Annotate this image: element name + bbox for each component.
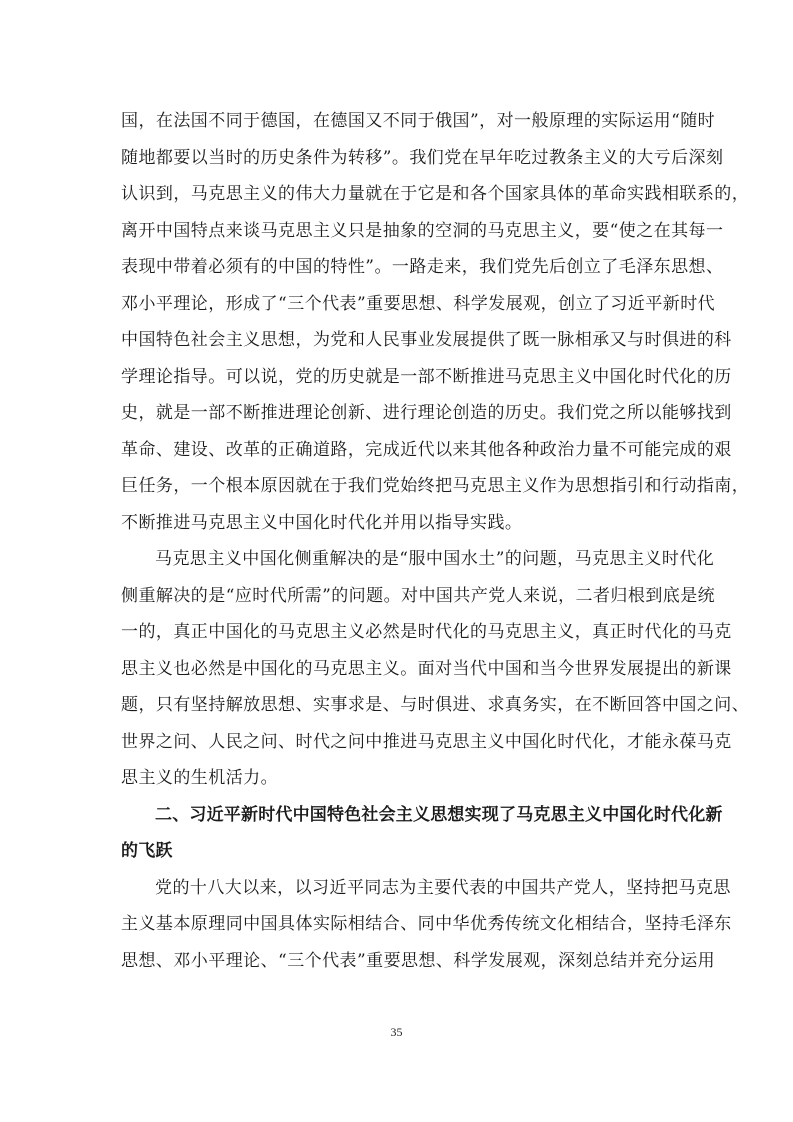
page-number: 35	[390, 1025, 403, 1039]
document-body	[121, 103, 750, 979]
paragraph-line: 表现中带着必须有的中国的特性”。一路走来，我们党先后创立了毛泽东思想、	[121, 257, 724, 277]
paragraph-line: 史，就是一部不断推进理论创新、进行理论创造的历史。我们党之所以能够找到	[121, 403, 732, 423]
paragraph-line: 国，在法国不同于德国，在德国又不同于俄国”，对一般原理的实际运用“随时	[121, 111, 716, 131]
paragraph-line: 思主义的生机活力。	[121, 768, 279, 788]
paragraph-line: 思主义也必然是中国化的马克思主义。面对当代中国和当今世界发展提出的新课	[121, 658, 732, 679]
section-heading: 二、习近平新时代中国特色社会主义思想实现了马克思主义中国化时代化新	[155, 804, 723, 825]
paragraph-line: 一的，真正中国化的马克思主义必然是时代化的马克思主义，真正时代化的马克	[121, 622, 732, 642]
paragraph-line: 主义基本原理同中国具体实际相结合、同中华优秀传统文化相结合，坚持毛泽东	[121, 914, 732, 934]
paragraph-line: 中国特色社会主义思想，为党和人民事业发展提供了既一脉相承又与时俱进的科	[121, 330, 732, 350]
paragraph-line: 不断推进马克思主义中国化时代化并用以指导实践。	[121, 512, 523, 533]
paragraph-line: 思想、邓小平理论、“三个代表”重要思想、科学发展观，深刻总结并充分运用	[121, 950, 716, 971]
paragraph-line: 巨任务，一个根本原因就在于我们党始终把马克思主义作为思想指引和行动指南，	[121, 476, 750, 496]
paragraph-line: 认识到，马克思主义的伟大力量就在于它是和各个国家具体的革命实践相联系的，	[121, 184, 750, 204]
paragraph-line: 马克思主义中国化侧重解决的是“服中国水土”的问题，马克思主义时代化	[155, 549, 715, 569]
paragraph-line: 离开中国特点来谈马克思主义只是抽象的空洞的马克思主义，要“使之在其每一	[121, 220, 724, 241]
paragraph-line: 题，只有坚持解放思想、实事求是、与时俱进、求真务实，在不断回答中国之问、	[121, 695, 750, 715]
paragraph-line: 世界之问、人民之问、时代之问中推进马克思主义中国化时代化，才能永葆马克	[121, 731, 732, 752]
paragraph-line: 党的十八大以来，以习近平同志为主要代表的中国共产党人，坚持把马克思	[155, 877, 731, 898]
paragraph-line: 革命、建设、改革的正确道路，完成近代以来其他各种政治力量不可能完成的艰	[121, 439, 732, 460]
paragraph-line: 侧重解决的是“应时代所需”的问题。对中国共产党人来说，二者归根到底是统	[121, 585, 716, 606]
paragraph-line: 邓小平理论，形成了“三个代表”重要思想、科学发展观，创立了习近平新时代	[121, 293, 716, 314]
section-heading: 的飞跃	[121, 841, 173, 861]
paragraph-line: 学理论指导。可以说，党的历史就是一部不断推进马克思主义中国化时代化的历	[121, 366, 732, 387]
paragraph-line: 随地都要以当时的历史条件为转移”。我们党在早年吃过教条主义的大亏后深刻	[121, 147, 724, 168]
